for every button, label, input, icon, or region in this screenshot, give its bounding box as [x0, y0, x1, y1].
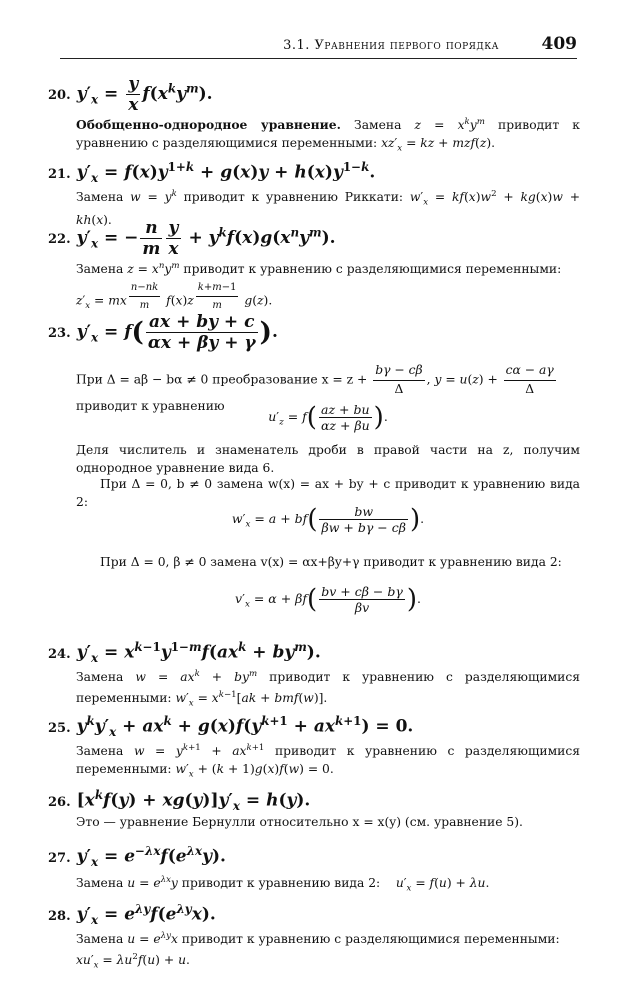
equation-20-title: 20. $y'_x$ = $\frac{y}{x}$ $f(x^ky^m)$. — [48, 74, 213, 115]
equation-20-text: Обобщенно-однородное уравнение. Замена $z = x^ky^m$ приводит к уравнению с разделяющимися переменными: $xz'_x$ = kz + mzf(z). — [76, 117, 580, 154]
equation-23-formula-2: $w'_x = a + bf$( $\frac{bw}{\beta w + b\gamma - c\beta}$ ). — [231, 504, 425, 535]
equation-26-title: 26. $[x^kf(y) + xg(y)]y'_x = h(y)$. — [48, 788, 311, 814]
equation-27-text: Замена $u = e^{\lambda x}y$ приводит к уравнению вида 2: $u'_x = f(u) + \lambda u$. — [76, 875, 490, 894]
page-number: 409 — [541, 34, 577, 54]
equation-22-text: Замена $z = x^ny^m$ приводит к уравнению с разделяющимися переменными: $z'_x$ = mx $^{\frac{n-nk}{m}}$ f(x)z $^{\frac{k+m-1}{m}}$ g(z). — [76, 261, 562, 312]
equation-21-text: Замена $w = y^k$ приводит к уравнению Риккати: $w'_x = kf(x)w^2 + kg(x)w + kh(x)$. — [76, 189, 580, 228]
equation-21-title: 21. $y'_x = f(x)y^{1+k} + g(x)y + h(x)y^{1-k}$. — [48, 160, 376, 186]
equation-28-title: 28. $y'_x = e^{\lambda y}f(e^{\lambda y}x)$. — [48, 902, 216, 928]
equation-27-title: 27. $y'_x = e^{-\lambda x}f(e^{\lambda x}y)$. — [48, 844, 226, 870]
equation-23-formula-1: $u'_z = f$( $\frac{az + bu}{\alpha z + \beta u}$ ). — [268, 402, 388, 433]
equation-23-text-d: При Δ = 0, b ≠ 0 замена w(x) = ax + by + c приводит к уравнению вида 2: — [76, 477, 580, 509]
equation-24-text: Замена $w = ax^k + by^m$ приводит к уравнению с разделяющимися переменными: $w'_x = x^{k-1}[ak + bmf(w)]$. — [76, 669, 580, 709]
equation-25-title: 25. $y^ky'_x + ax^k + g(x)f(y^{k+1} + ax^{k+1}) = 0$. — [48, 714, 414, 740]
equation-24-title: 24. $y'_x = x^{k-1}y^{1-m}f(ax^k + by^m)$. — [48, 640, 321, 666]
section-title: 3.1. Уравнения первого порядка — [283, 38, 499, 53]
equation-23-formula-3: $v'_x = \alpha + \beta f$( $\frac{bv + c\beta - b\gamma}{\beta v}$ ). — [235, 584, 421, 615]
equation-23-text-a: При Δ = aβ − bα ≠ 0 преобразование x = z + $\frac{b\gamma - c\beta}{\Delta}$ , y = u(z) + $\frac{c\alpha - a\gamma}{\Delta}$ приводит к уравнению — [76, 363, 554, 413]
equation-23-text-c: Деля числитель и знаменатель дроби в правой части на z, получим однородное уравнение вида 6. — [76, 443, 580, 475]
equation-26-text: Это — уравнение Бернулли относительно x = x(y) (см. уравнение 5). — [76, 815, 523, 829]
equation-22-title: 22. $y'_x$ = − $\frac{n}{m}$ $\frac{y}{x}$ + $y^kf(x)g(x^ny^m)$. — [48, 218, 336, 259]
equation-23-text-e: При Δ = 0, β ≠ 0 замена v(x) = αx+βy+γ приводит к уравнению вида 2: — [100, 555, 562, 569]
equation-28-text: Замена $u = e^{\lambda y}x$ приводит к уравнению с разделяющимися переменными: $xu'_x = \lambda u^2f(u) + u$. — [76, 931, 560, 971]
equation-23-title: 23. $y'_x = f$( $\frac{ax + by + c}{\alpha x + \beta y + \gamma}$ ). — [48, 312, 278, 353]
equation-25-text: Замена $w = y^{k+1} + ax^{k+1}$ приводит к уравнению с разделяющимися переменными: $w'_x + (k + 1)g(x)f(w) = 0$. — [76, 743, 580, 780]
running-header — [60, 34, 577, 59]
